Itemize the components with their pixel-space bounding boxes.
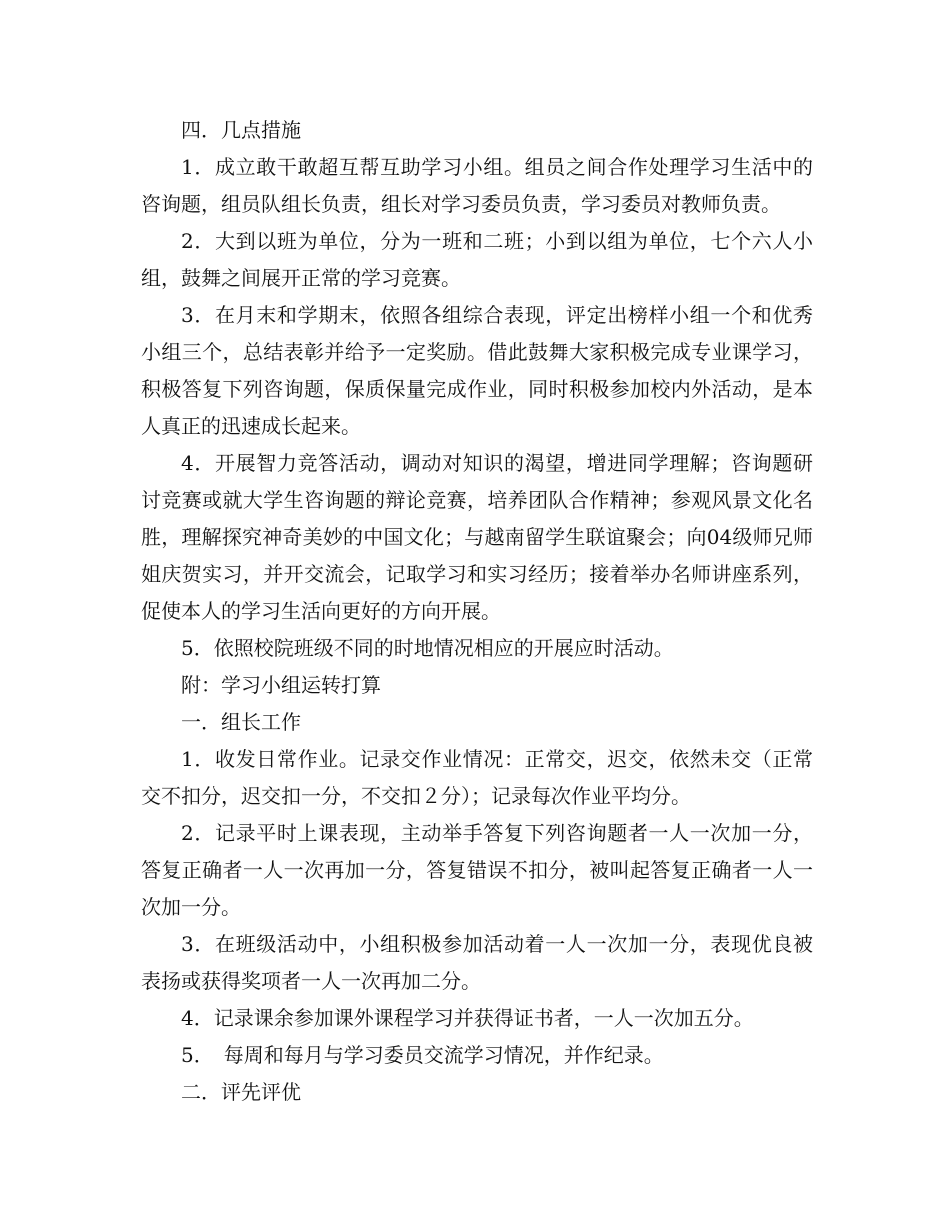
section-heading-leader-work: 一．组长工作 — [181, 710, 301, 734]
paragraph-leader-5: 5． 每周和每月与学习委员交流学习情况，并作纪录。 — [181, 1043, 664, 1067]
paragraph-leader-1: 1．收发日常作业。记录交作业情况：正常交，迟交，依然未交（正常交不扣分，迟交扣一分，不交扣２分）；记录每次作业平均分。 — [141, 747, 813, 808]
paragraph-measure-5: 5．依照校院班级不同的时地情况相应的开展应时活动。 — [181, 636, 674, 660]
paragraph-leader-3: 3．在班级活动中，小组积极参加活动着一人一次加一分，表现优良被表扬或获得奖项者一人一次再加二分。 — [141, 932, 813, 993]
section-heading-measures: 四．几点措施 — [181, 118, 301, 142]
paragraph-measure-1: 1．成立敢干敢超互帮互助学习小组。组员之间合作处理学习生活中的咨询题，组员队组长负责，组长对学习委员负责，学习委员对教师负责。 — [141, 155, 813, 216]
paragraph-measure-3: 3．在月末和学期末，依照各组综合表现，评定出榜样小组一个和优秀小组三个，总结表彰并给予一定奖励。借此鼓舞大家积极完成专业课学习，积极答复下列咨询题，保质保量完成作业，同时积极参加校内外活动，是本人真正的迅速成长起来。 — [141, 303, 813, 438]
section-heading-evaluation: 二．评先评优 — [181, 1080, 301, 1104]
paragraph-leader-4: 4．记录课余参加课外课程学习并获得证书者，一人一次加五分。 — [181, 1006, 754, 1030]
paragraph-measure-4: 4．开展智力竞答活动，调动对知识的渴望，增进同学理解；咨询题研讨竞赛或就大学生咨询题的辩论竞赛，培养团队合作精神；参观风景文化名胜，理解探究神奇美妙的中国文化；与越南留学生联谊聚会；向04级师兄师姐庆贺实习，并开交流会，记取学习和实习经历；接着举办名师讲座系列，促使本人的学习生活向更好的方向开展。 — [141, 451, 813, 623]
document-body — [141, 112, 813, 1111]
paragraph-measure-2: 2．大到以班为单位，分为一班和二班；小到以组为单位，七个六人小组，鼓舞之间展开正常的学习竞赛。 — [141, 229, 813, 290]
appendix-heading: 附：学习小组运转打算 — [181, 673, 381, 697]
paragraph-leader-2: 2．记录平时上课表现，主动举手答复下列咨询题者一人一次加一分，答复正确者一人一次再加一分，答复错误不扣分，被叫起答复正确者一人一次加一分。 — [141, 821, 813, 919]
